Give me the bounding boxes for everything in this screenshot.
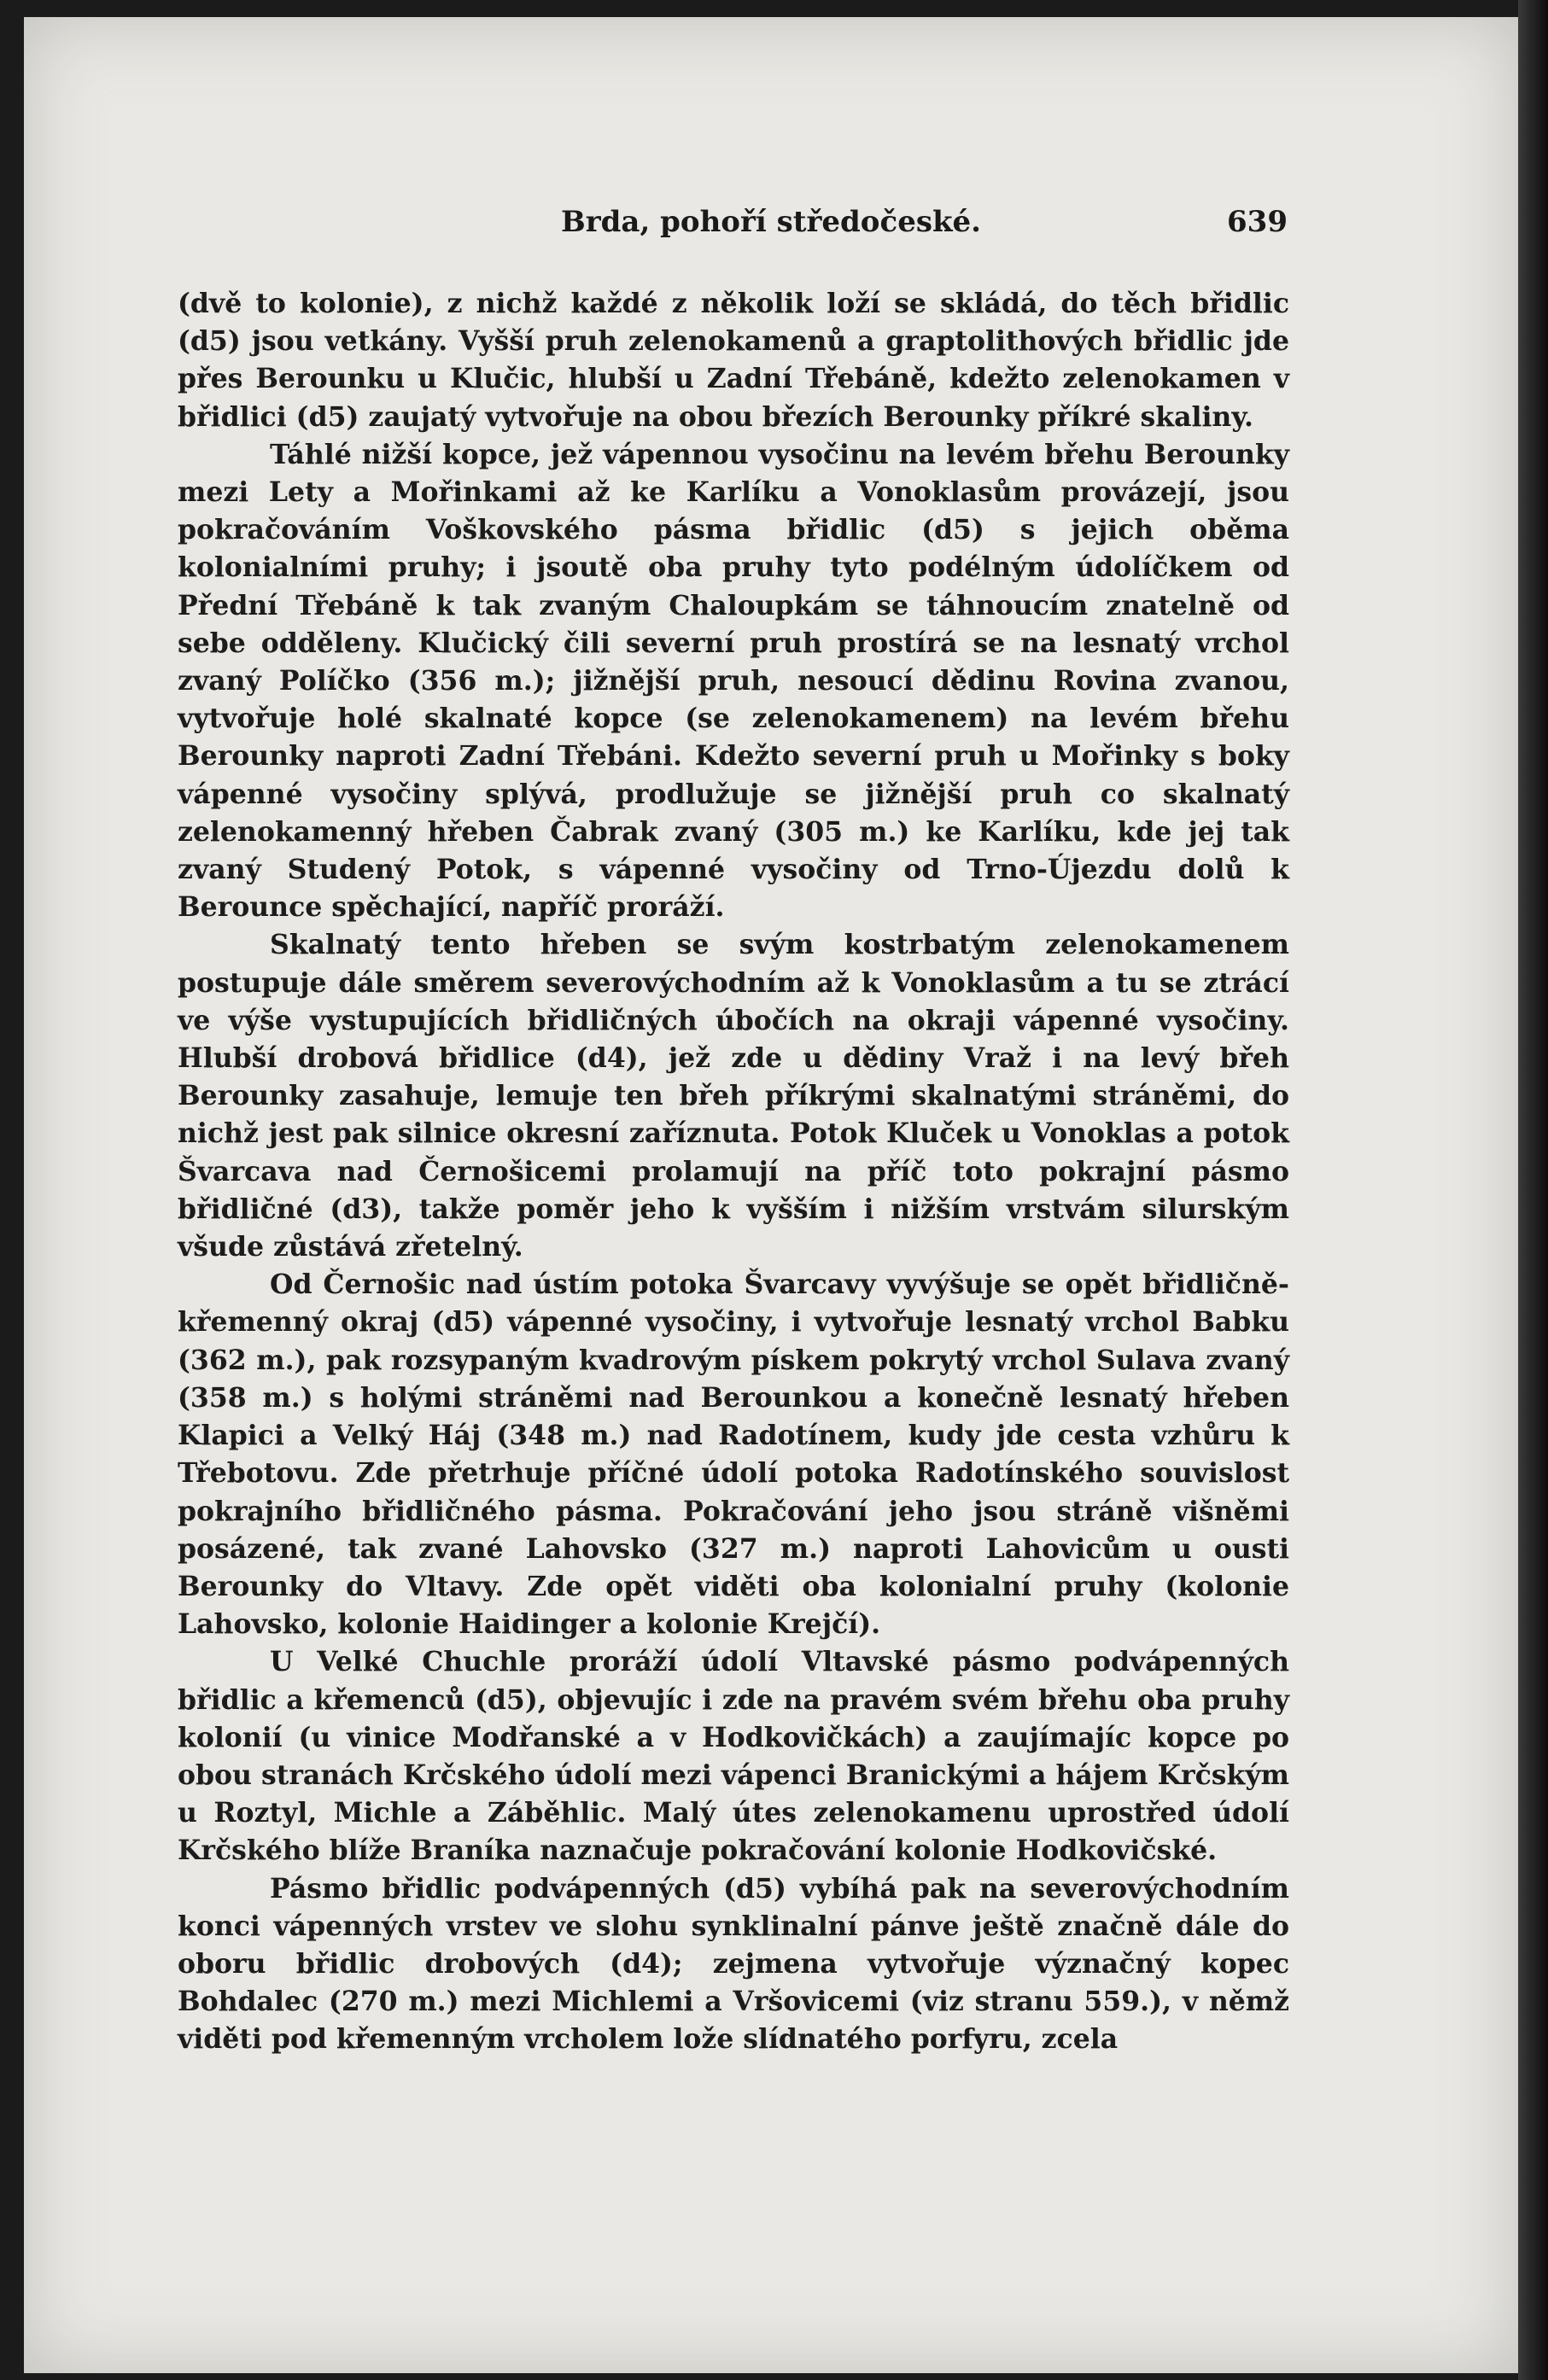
paragraph-1: (dvě to kolonie), z nichž každé z několik loží se skládá, do těch břidlic (d5) jsou vetkány. Vyšší pruh zelenokamenů a graptolithových břidlic jde přes Berounku u Klučic, hlubší u Zadní Třebáně, kdežto zelenokamen v břidlici (d5) zaujatý vytvořuje na obou březích Berounky příkré skaliny. [178,288,1289,433]
paragraph-6: Pásmo břidlic podvápenných (d5) vybíhá pak na severovýchodním konci vápenných vrstev ve slohu synklinalní pánve ještě značně dále do oboru břidlic drobových (d4); zejmena vytvořuje význačný kopec Bohdalec (270 m.) mezi Michlemi a Vršovicemi (viz stranu 559.), v němž viděti pod křemenným vrcholem lože slídnatého porfyru, zcela [178,1872,1289,2056]
body-text [178,285,1289,2059]
paragraph-3: Skalnatý tento hřeben se svým kostrbatým zelenokamenem postupuje dále směrem severovýchodním až k Vonoklasům a tu se ztrácí ve výše vystupujících břidličných úbočích na okraji vápenné vysočiny. Hlubší drobová břidlice (d4), jež zde u dědiny Vraž i na levý břeh Berounky zasahuje, lemuje ten břeh příkrými skalnatými stráněmi, do nichž jest pak silnice okresní zaříznuta. Potok Kluček u Vonoklas a potok Švarcava nad Černošicemi prolamují na příč toto pokrajní pásmo břidličné (d3), takže poměr jeho k vyšším i nižším vrstvám silurským všude zůstává zřetelný. [178,929,1289,1263]
page-number: 639 [1227,205,1288,239]
running-title: Brda, pohoří středočeské. [561,205,981,239]
paragraph-4: Od Černošic nad ústím potoka Švarcavy vyvýšuje se opět břidličně-křemenný okraj (d5) vápenné vysočiny, i vytvořuje lesnatý vrchol Babku (362 m.), pak rozsypaným kvadrovým pískem pokrytý vrchol Sulava zvaný (358 m.) s holými stráněmi nad Berounkou a konečně lesnatý hřeben Klapici a Velký Háj (348 m.) nad Radotínem, kudy jde cesta vzhůru k Třebotovu. Zde přetrhuje příčné údolí potoka Radotínského souvislost pokrajního břidličného pásma. Pokračování jeho jsou stráně višněmi posázené, tak zvané Lahovsko (327 m.) naproti Lahovicům u ousti Berounky do Vltavy. Zde opět viděti oba kolonialní pruhy (kolonie Lahovsko, kolonie Haidinger a kolonie Krejčí). [178,1269,1289,1641]
scan-edge [1518,0,1548,2380]
paragraph-5: U Velké Chuchle proráží údolí Vltavské pásmo podvápenných břidlic a křemenců (d5), objevujíc i zde na pravém svém břehu oba pruhy kolonií (u vinice Modřanské a v Hodkovičkách) a zaujímajíc kopce po obou stranách Krčského údolí mezi vápenci Branickými a hájem Krčským u Roztyl, Michle a Záběhlic. Malý útes zelenokamenu uprostřed údolí Krčského blíže Braníka naznačuje pokračování kolonie Hodkovičské. [178,1646,1289,1867]
running-header [24,205,1518,256]
paragraph-2: Táhlé nižší kopce, jež vápennou vysočinu na levém břehu Berounky mezi Lety a Mořinkami až ke Karlíku a Vonoklasům provázejí, jsou pokračováním Voškovského pásma břidlic (d5) s jejich oběma kolonialními pruhy; i jsoutě oba pruhy tyto podélným údolíčkem od Přední Třebáně k tak zvaným Chaloupkám se táhnoucím znatelně od sebe odděleny. Klučický čili severní pruh prostírá se na lesnatý vrchol zvaný Políčko (356 m.); jižnější pruh, nesoucí dědinu Rovina zvanou, vytvořuje holé skalnaté kopce (se zelenokamenem) na levém břehu Berounky naproti Zadní Třebáni. Kdežto severní pruh u Mořinky s boky vápenné vysočiny splývá, prodlužuje se jižnější pruh co skalnatý zelenokamenný hřeben Čabrak zvaný (305 m.) ke Karlíku, kde jej tak zvaný Studený Potok, s vápenné vysočiny od Trno-Újezdu dolů k Berounce spěchající, napříč proráží. [178,438,1289,924]
book-page [24,17,1518,2373]
